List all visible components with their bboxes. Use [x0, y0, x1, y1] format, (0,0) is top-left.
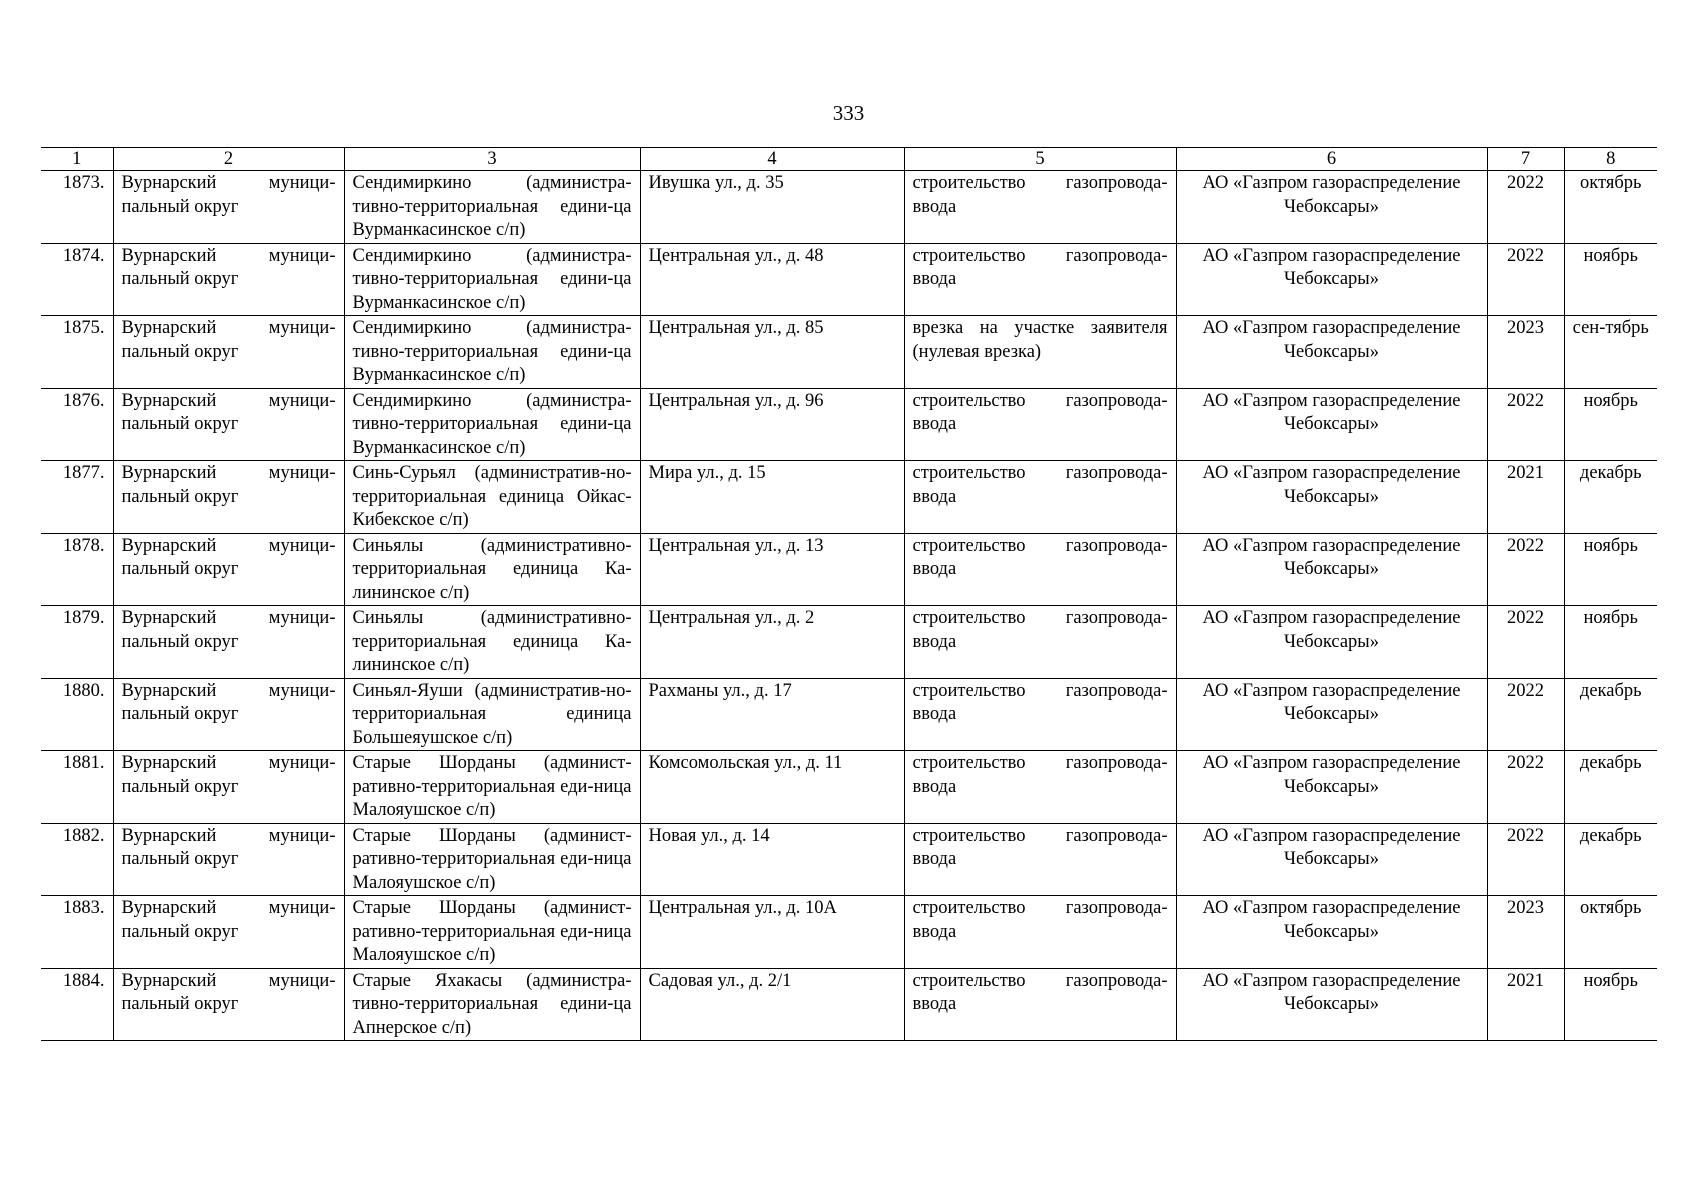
month-cell: сен-тябрь	[1564, 316, 1657, 389]
year-cell: 2022	[1487, 533, 1564, 606]
district-cell: Вурнарский муници-пальный округ	[113, 968, 344, 1041]
address-cell: Мира ул., д. 15	[640, 461, 904, 534]
settlement-cell: Синьялы (административно-территориальная единица Ка-лининское с/п)	[344, 606, 640, 679]
column-header-6: 6	[1176, 148, 1487, 171]
month-cell: октябрь	[1564, 171, 1657, 244]
settlement-cell: Сендимиркино (администра-тивно-территориальная едини-ца Вурманкасинское с/п)	[344, 388, 640, 461]
gasification-schedule-table	[41, 147, 1657, 1041]
organization-cell: АО «Газпром газораспределение Чебоксары»	[1176, 388, 1487, 461]
table-row	[41, 388, 1657, 461]
table-row	[41, 968, 1657, 1041]
organization-cell: АО «Газпром газораспределение Чебоксары»	[1176, 461, 1487, 534]
district-cell: Вурнарский муници-пальный округ	[113, 461, 344, 534]
work-type-cell: строительство газопровода-ввода	[904, 896, 1176, 969]
work-type-cell: строительство газопровода-ввода	[904, 533, 1176, 606]
work-type-cell: строительство газопровода-ввода	[904, 606, 1176, 679]
district-cell: Вурнарский муници-пальный округ	[113, 606, 344, 679]
table-row	[41, 823, 1657, 896]
work-type-cell: строительство газопровода-ввода	[904, 678, 1176, 751]
organization-cell: АО «Газпром газораспределение Чебоксары»	[1176, 751, 1487, 824]
year-cell: 2022	[1487, 388, 1564, 461]
page-number: 333	[832, 101, 865, 125]
organization-cell: АО «Газпром газораспределение Чебоксары»	[1176, 533, 1487, 606]
address-cell: Садовая ул., д. 2/1	[640, 968, 904, 1041]
organization-cell: АО «Газпром газораспределение Чебоксары»	[1176, 823, 1487, 896]
year-cell: 2023	[1487, 316, 1564, 389]
column-number-row	[41, 148, 1657, 171]
settlement-cell: Сендимиркино (администра-тивно-территориальная едини-ца Вурманкасинское с/п)	[344, 316, 640, 389]
row-number: 1879.	[41, 606, 113, 679]
work-type-cell: строительство газопровода-ввода	[904, 968, 1176, 1041]
district-cell: Вурнарский муници-пальный округ	[113, 678, 344, 751]
column-header-8: 8	[1564, 148, 1657, 171]
month-cell: декабрь	[1564, 461, 1657, 534]
row-number: 1880.	[41, 678, 113, 751]
district-cell: Вурнарский муници-пальный округ	[113, 896, 344, 969]
month-cell: ноябрь	[1564, 968, 1657, 1041]
row-number: 1883.	[41, 896, 113, 969]
organization-cell: АО «Газпром газораспределение Чебоксары»	[1176, 896, 1487, 969]
work-type-cell: врезка на участке заявителя (нулевая врезка)	[904, 316, 1176, 389]
year-cell: 2022	[1487, 243, 1564, 316]
row-number: 1873.	[41, 171, 113, 244]
year-cell: 2022	[1487, 751, 1564, 824]
row-number: 1875.	[41, 316, 113, 389]
month-cell: декабрь	[1564, 823, 1657, 896]
address-cell: Центральная ул., д. 10А	[640, 896, 904, 969]
district-cell: Вурнарский муници-пальный округ	[113, 171, 344, 244]
address-cell: Центральная ул., д. 85	[640, 316, 904, 389]
settlement-cell: Старые Шорданы (админист-ративно-территориальная еди-ница Малояушское с/п)	[344, 823, 640, 896]
settlement-cell: Сендимиркино (администра-тивно-территориальная едини-ца Вурманкасинское с/п)	[344, 171, 640, 244]
year-cell: 2022	[1487, 678, 1564, 751]
month-cell: декабрь	[1564, 678, 1657, 751]
organization-cell: АО «Газпром газораспределение Чебоксары»	[1176, 606, 1487, 679]
settlement-cell: Синьялы (административно-территориальная единица Ка-лининское с/п)	[344, 533, 640, 606]
year-cell: 2021	[1487, 461, 1564, 534]
table-row	[41, 751, 1657, 824]
table-row	[41, 316, 1657, 389]
district-cell: Вурнарский муници-пальный округ	[113, 823, 344, 896]
column-header-4: 4	[640, 148, 904, 171]
district-cell: Вурнарский муници-пальный округ	[113, 316, 344, 389]
column-header-1: 1	[41, 148, 113, 171]
district-cell: Вурнарский муници-пальный округ	[113, 388, 344, 461]
organization-cell: АО «Газпром газораспределение Чебоксары»	[1176, 316, 1487, 389]
table-row	[41, 243, 1657, 316]
year-cell: 2022	[1487, 171, 1564, 244]
table-row	[41, 678, 1657, 751]
row-number: 1877.	[41, 461, 113, 534]
table-row	[41, 533, 1657, 606]
address-cell: Центральная ул., д. 48	[640, 243, 904, 316]
work-type-cell: строительство газопровода-ввода	[904, 171, 1176, 244]
table-row	[41, 606, 1657, 679]
address-cell: Ивушка ул., д. 35	[640, 171, 904, 244]
month-cell: октябрь	[1564, 896, 1657, 969]
table-row	[41, 461, 1657, 534]
work-type-cell: строительство газопровода-ввода	[904, 751, 1176, 824]
column-header-5: 5	[904, 148, 1176, 171]
address-cell: Центральная ул., д. 2	[640, 606, 904, 679]
column-header-2: 2	[113, 148, 344, 171]
row-number: 1878.	[41, 533, 113, 606]
settlement-cell: Синь-Сурьял (административ-но-территориальная единица Ойкас-Кибекское с/п)	[344, 461, 640, 534]
month-cell: ноябрь	[1564, 243, 1657, 316]
work-type-cell: строительство газопровода-ввода	[904, 461, 1176, 534]
row-number: 1874.	[41, 243, 113, 316]
district-cell: Вурнарский муници-пальный округ	[113, 751, 344, 824]
settlement-cell: Синьял-Яуши (административ-но-территориальная единица Большеяушское с/п)	[344, 678, 640, 751]
address-cell: Новая ул., д. 14	[640, 823, 904, 896]
district-cell: Вурнарский муници-пальный округ	[113, 243, 344, 316]
address-cell: Центральная ул., д. 13	[640, 533, 904, 606]
row-number: 1876.	[41, 388, 113, 461]
row-number: 1882.	[41, 823, 113, 896]
settlement-cell: Старые Шорданы (админист-ративно-территориальная еди-ница Малояушское с/п)	[344, 896, 640, 969]
year-cell: 2023	[1487, 896, 1564, 969]
year-cell: 2021	[1487, 968, 1564, 1041]
work-type-cell: строительство газопровода-ввода	[904, 823, 1176, 896]
settlement-cell: Старые Яхакасы (администра-тивно-территориальная едини-ца Апнерское с/п)	[344, 968, 640, 1041]
organization-cell: АО «Газпром газораспределение Чебоксары»	[1176, 968, 1487, 1041]
district-cell: Вурнарский муници-пальный округ	[113, 533, 344, 606]
organization-cell: АО «Газпром газораспределение Чебоксары»	[1176, 678, 1487, 751]
row-number: 1881.	[41, 751, 113, 824]
address-cell: Комсомольская ул., д. 11	[640, 751, 904, 824]
work-type-cell: строительство газопровода-ввода	[904, 388, 1176, 461]
column-header-7: 7	[1487, 148, 1564, 171]
month-cell: декабрь	[1564, 751, 1657, 824]
month-cell: ноябрь	[1564, 606, 1657, 679]
organization-cell: АО «Газпром газораспределение Чебоксары»	[1176, 171, 1487, 244]
settlement-cell: Сендимиркино (администра-тивно-территориальная едини-ца Вурманкасинское с/п)	[344, 243, 640, 316]
column-header-3: 3	[344, 148, 640, 171]
row-number: 1884.	[41, 968, 113, 1041]
year-cell: 2022	[1487, 823, 1564, 896]
table-row	[41, 171, 1657, 244]
settlement-cell: Старые Шорданы (админист-ративно-территориальная еди-ница Малояушское с/п)	[344, 751, 640, 824]
month-cell: ноябрь	[1564, 533, 1657, 606]
address-cell: Рахманы ул., д. 17	[640, 678, 904, 751]
address-cell: Центральная ул., д. 96	[640, 388, 904, 461]
organization-cell: АО «Газпром газораспределение Чебоксары»	[1176, 243, 1487, 316]
table-row	[41, 896, 1657, 969]
work-type-cell: строительство газопровода-ввода	[904, 243, 1176, 316]
year-cell: 2022	[1487, 606, 1564, 679]
month-cell: ноябрь	[1564, 388, 1657, 461]
